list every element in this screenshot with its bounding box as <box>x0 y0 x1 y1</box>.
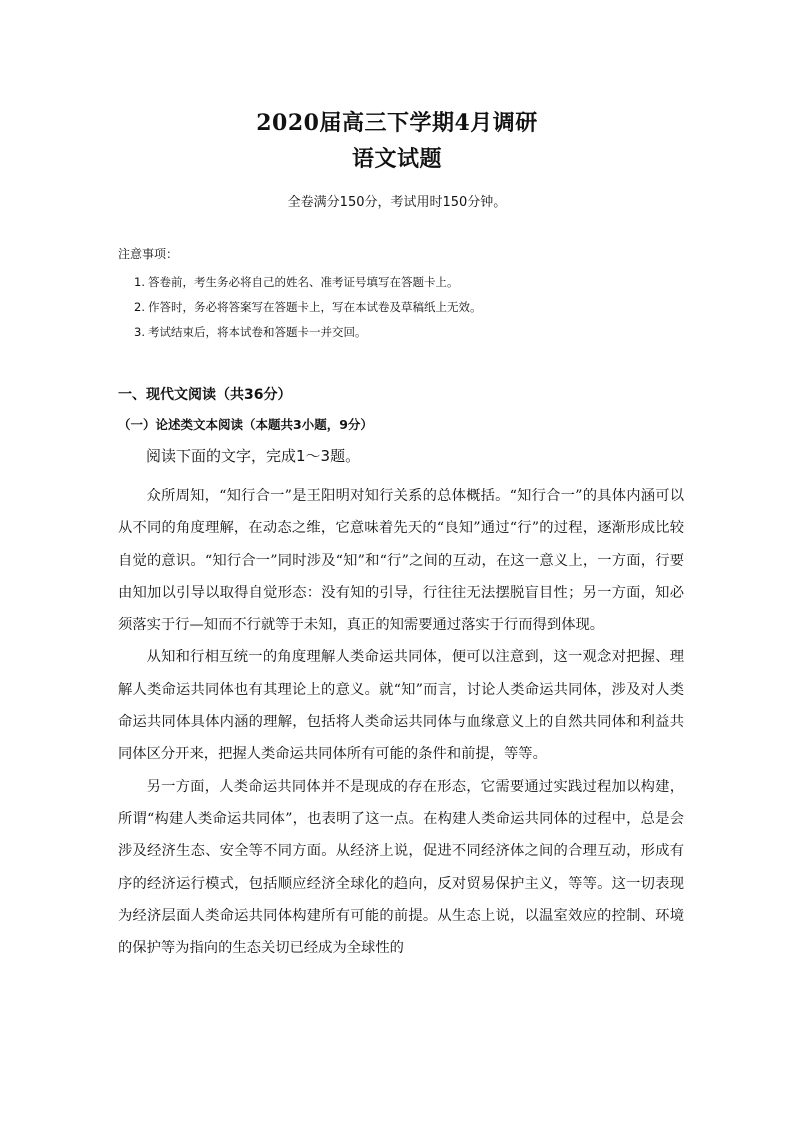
notes-item <box>134 320 718 345</box>
subsection-heading: （一）论述类文本阅读（本题共3小题，9分） <box>118 417 373 432</box>
notes-item-number: 1. <box>134 275 145 289</box>
passage-paragraph: 从知和行相互统一的角度理解人类命运共同体，便可以注意到，这一观念对把握、理解人类命运共同体也有其理论上的意义。就“知”而言，讨论人类命运共同体，涉及对人类命运共同体具体内涵的理解，包括将人类命运共同体与血缘意义上的自然共同体和利益共同体区分开来，把握人类命运共同体所有可能的条件和前提，等等。 <box>118 649 684 763</box>
passage-paragraph: 众所周知，“知行合一”是王阳明对知行关系的总体概括。“知行合一”的具体内涵可以从不同的角度理解，在动态之维，它意味着先天的“良知”通过“行”的过程，逐渐形成比较自觉的意识。“知行合一”同时涉及“知”和“行”之间的互动，在这一意义上，一方面，行要由知加以引导以取得自觉形态：没有知的引导，行往往无法摆脱盲目性；另一方面，知必须落实于行—知而不行就等于未知，真正的知需要通过落实于行而得到体现。 <box>118 488 684 634</box>
exam-title: 2020届高三下学期4月调研 <box>256 110 538 136</box>
exam-subject-title: 语文试题 <box>351 146 442 172</box>
notes-item-number: 2. <box>134 300 145 314</box>
notes-block <box>118 245 718 345</box>
notes-heading: 注意事项： <box>118 247 179 261</box>
notes-item-text: 答卷前，考生务必将自己的姓名、准考证号填写在答题卡上。 <box>148 275 459 289</box>
notes-item <box>134 295 718 320</box>
section-heading: 一、现代文阅读（共36分） <box>118 387 292 403</box>
reading-passage <box>118 480 684 964</box>
notes-list <box>118 270 718 345</box>
reading-instruction: 阅读下面的文字，完成1～3题。 <box>146 447 361 465</box>
notes-item-text: 作答时，务必将答案写在答题卡上，写在本试卷及草稿纸上无效。 <box>148 300 482 314</box>
passage-paragraph: 另一方面，人类命运共同体并不是现成的存在形态，它需要通过实践过程加以构建，所谓“构建人类命运共同体”，也表明了这一点。在构建人类命运共同体的过程中，总是会涉及经济生态、安全等不同方面。从经济上说，促进不同经济体之间的合理互动，形成有序的经济运行模式，包括顺应经济全球化的趋向，反对贸易保护主义，等等。这一切表现为经济层面人类命运共同体构建所有可能的前提。从生态上说，以温室效应的控制、环境的保护等为指向的生态关切已经成为全球性的 <box>118 778 684 957</box>
notes-item-number: 3. <box>134 325 145 339</box>
notes-item <box>134 270 718 295</box>
notes-item-text: 考试结束后，将本试卷和答题卡一并交回。 <box>148 325 367 339</box>
exam-time-note: 全卷满分150分，考试用时150分钟。 <box>287 195 507 210</box>
